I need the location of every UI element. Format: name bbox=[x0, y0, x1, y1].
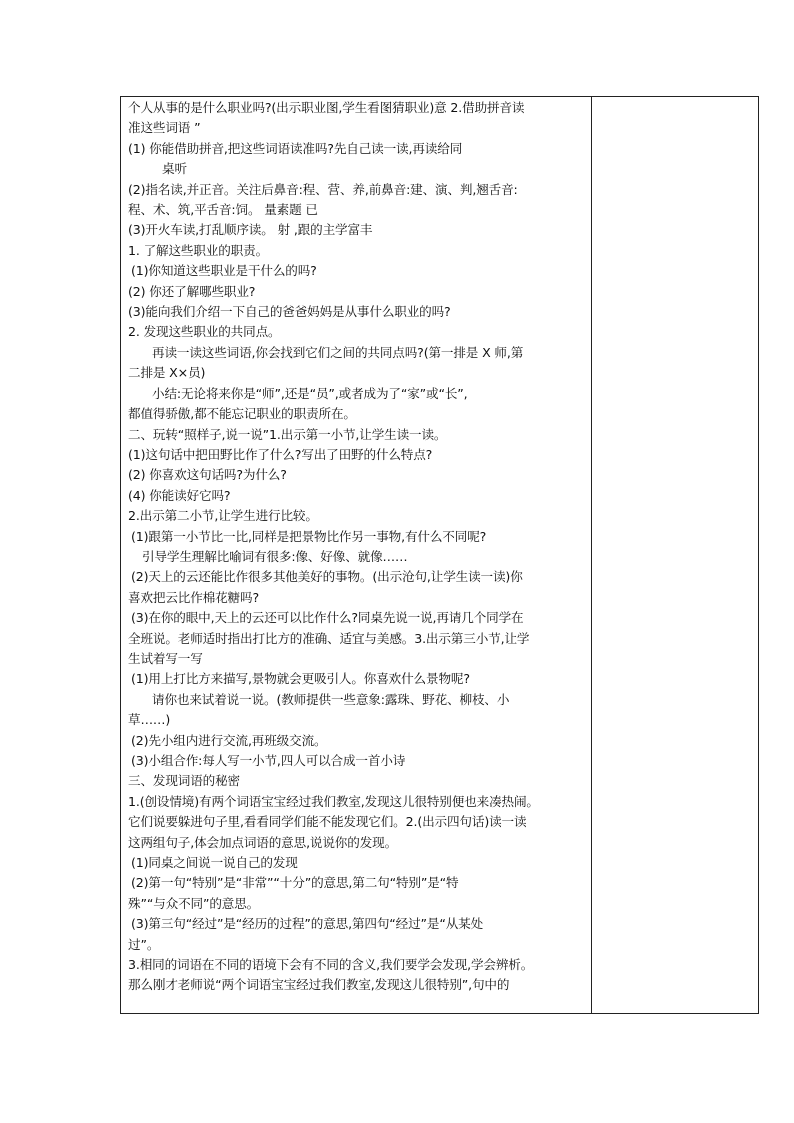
text-line: 殊”“与众不同”的意思。 bbox=[128, 895, 260, 911]
text-line: 引导学生理解比喻词有很多:像、好像、就像…… bbox=[142, 548, 408, 564]
text-line: (3)在你的眼中,天上的云还可以比作什么?同桌先说一说,再请几个同学在 bbox=[131, 610, 524, 626]
text-line: (3)第三句“经过”是“经历的过程”的意思,第四句“经过”是“从某处 bbox=[131, 916, 484, 932]
text-line: 三、发现词语的秘密 bbox=[128, 773, 240, 789]
text-line: (1) 你能借助拼音,把这些词语读准吗?先自己读一读,再读给同 bbox=[128, 140, 463, 156]
text-line: 小结:无论将来你是“师”,还是“员”,或者成为了“家”或“长”, bbox=[152, 385, 468, 401]
text-line: 2.出示第二小节,让学生进行比较。 bbox=[128, 508, 318, 524]
text-line: 请你也来试着说一说。(教师提供一些意象:露珠、野花、柳枝、小 bbox=[152, 691, 510, 707]
text-line: 它们说要躲进句子里,看看同学们能不能发现它们。2.(出示四句话)读一读 bbox=[128, 814, 527, 830]
text-line: (1)这句话中把田野比作了什么?写出了田野的什么特点? bbox=[128, 446, 433, 462]
text-line: 桌听 bbox=[162, 161, 187, 177]
text-line: 1. 了解这些职业的职责。 bbox=[128, 242, 269, 258]
text-line: 个人从事的是什么职业吗?(出示职业图,学生看图猜职业)意 2.借助拼音读 bbox=[128, 100, 525, 115]
text-line: 喜欢把云比作棉花糖吗? bbox=[128, 589, 259, 605]
text-line: 2. 发现这些职业的共同点。 bbox=[128, 324, 281, 340]
text-line: 再读一读这些词语,你会找到它们之间的共同点吗?(第一排是 X 师,第 bbox=[152, 344, 524, 360]
text-line: (1)你知道这些职业是干什么的吗? bbox=[131, 263, 317, 279]
text-line: 3.相同的词语在不同的语境下会有不同的含义,我们要学会发现,学会辨析。 bbox=[128, 957, 534, 973]
text-line: (2)指名读,并正音。关注后鼻音:程、营、养,前鼻音:建、演、判,翘舌音: bbox=[128, 181, 518, 197]
lesson-plan-table bbox=[120, 96, 759, 1014]
text-line: (2)天上的云还能比作很多其他美好的事物。(出示沧句,让学生读一读)你 bbox=[131, 569, 523, 585]
text-line: 过”。 bbox=[128, 936, 160, 952]
text-line: 程、术、筑,平舌音:饲。 量素题 已 bbox=[128, 202, 318, 218]
text-line: 都值得骄傲,都不能忘记职业的职责所在。 bbox=[128, 406, 356, 422]
text-line: 那么刚才老师说“两个词语宝宝经过我们教室,发现这儿很特别”,句中的 bbox=[128, 977, 510, 993]
lesson-text bbox=[121, 97, 591, 1013]
notes-cell bbox=[592, 97, 759, 1014]
text-line: 生试着写一写 bbox=[128, 650, 203, 666]
text-line: 1.(创设情境)有两个词语宝宝经过我们教室,发现这儿很特别便也来凑热闹。 bbox=[128, 793, 539, 809]
text-line: (1)跟第一小节比一比,同样是把景物比作另一事物,有什么不同呢? bbox=[131, 528, 487, 544]
text-line: 这两组句子,体会加点词语的意思,说说你的发现。 bbox=[128, 834, 398, 850]
text-line: (3)能向我们介绍一下自己的爸爸妈妈是从事什么职业的吗? bbox=[128, 304, 451, 320]
text-line: 草……) bbox=[128, 712, 171, 728]
text-line: (4) 你能读好它吗? bbox=[128, 487, 231, 503]
table-row bbox=[121, 97, 759, 1014]
text-line: (1)同桌之间说一说自己的发现 bbox=[131, 855, 298, 871]
text-line: (1)用上打比方来描写,景物就会更吸引人。你喜欢什么景物呢? bbox=[131, 671, 470, 687]
text-line: (2) 你还了解哪些职业? bbox=[128, 283, 256, 299]
text-line: (2) 你喜欢这句话吗?为什么? bbox=[128, 467, 287, 483]
text-line: (2)第一句“特别”是“非常”“十分”的意思,第二句“特别”是“特 bbox=[131, 875, 459, 891]
text-line: 全班说。老师适时指出打比方的准确、适宜与美感。3.出示第三小节,让学 bbox=[128, 630, 530, 646]
text-line: (3)开火车读,打乱顺序读。 射 ,跟的主学富丰 bbox=[128, 222, 373, 238]
text-line: (2)先小组内进行交流,再班级交流。 bbox=[131, 732, 327, 748]
main-content-cell bbox=[121, 97, 592, 1014]
text-line: 二排是 X×员) bbox=[128, 365, 206, 381]
text-line: (3)小组合作:每人写一小节,四人可以合成一首小诗 bbox=[131, 753, 406, 768]
text-line: 准这些词语 ” bbox=[128, 120, 201, 136]
text-line: 二、玩转“照样子,说一说”1.出示第一小节,让学生读一读。 bbox=[128, 426, 447, 442]
